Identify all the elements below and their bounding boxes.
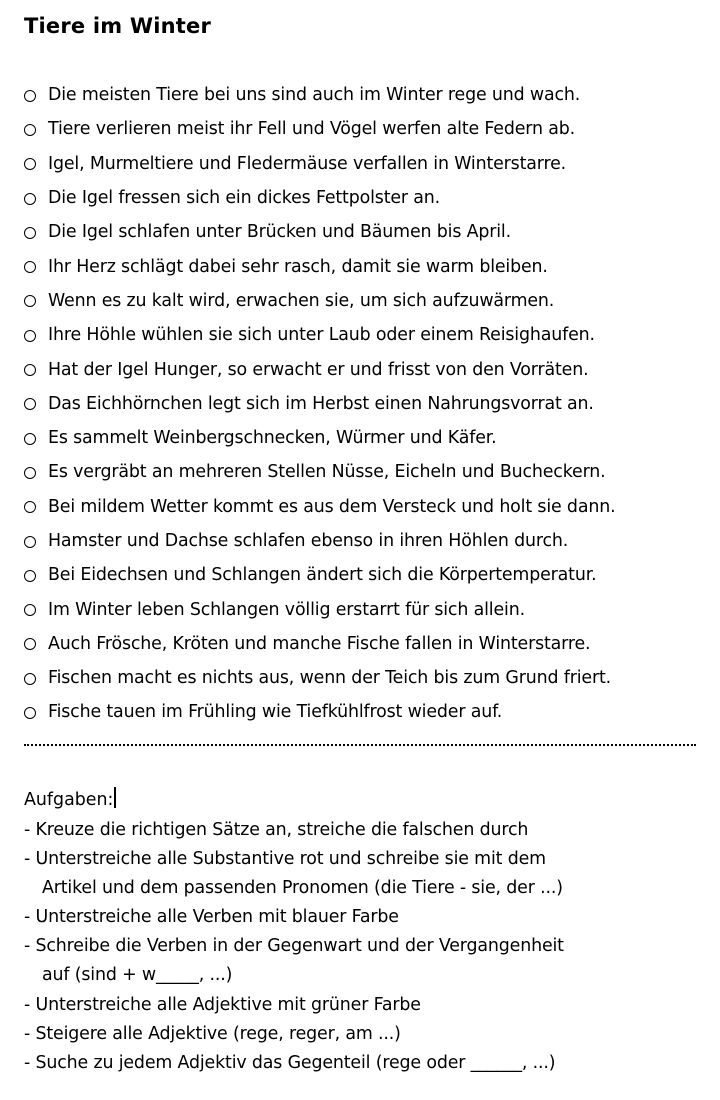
statement-item bbox=[24, 181, 714, 215]
task-line: - Unterstreiche alle Verben mit blauer Farbe bbox=[24, 907, 399, 928]
statement-text: Die Igel fressen sich ein dickes Fettpolster an. bbox=[48, 188, 441, 209]
checkbox-circle-icon[interactable] bbox=[24, 158, 36, 170]
checkbox-circle-icon[interactable] bbox=[24, 227, 36, 239]
statement-text: Ihre Höhle wühlen sie sich unter Laub oder einem Reisighaufen. bbox=[48, 325, 595, 346]
statement-text: Die meisten Tiere bei uns sind auch im Winter rege und wach. bbox=[48, 85, 581, 106]
statement-text: Hat der Igel Hunger, so erwacht er und frisst von den Vorräten. bbox=[48, 359, 589, 380]
checkbox-circle-icon[interactable] bbox=[24, 433, 36, 445]
statement-item bbox=[24, 661, 714, 695]
checkbox-circle-icon[interactable] bbox=[24, 467, 36, 479]
statement-item bbox=[24, 695, 714, 729]
statement-item bbox=[24, 318, 714, 352]
checkbox-circle-icon[interactable] bbox=[24, 707, 36, 719]
checkbox-circle-icon[interactable] bbox=[24, 673, 36, 685]
statement-text: Auch Frösche, Kröten und manche Fische fallen in Winterstarre. bbox=[48, 633, 591, 654]
tasks-heading[interactable] bbox=[24, 787, 116, 810]
statement-text: Tiere verlieren meist ihr Fell und Vögel werfen alte Federn ab. bbox=[48, 119, 576, 140]
dotted-divider bbox=[24, 744, 696, 746]
checkbox-circle-icon[interactable] bbox=[24, 536, 36, 548]
statement-text: Ihr Herz schlägt dabei sehr rasch, damit sie warm bleiben. bbox=[48, 256, 548, 277]
statement-item bbox=[24, 490, 714, 524]
task-line: - Schreibe die Verben in der Gegenwart und der Vergangenheit bbox=[24, 936, 564, 957]
statement-text: Es vergräbt an mehreren Stellen Nüsse, Eicheln und Bucheckern. bbox=[48, 462, 606, 483]
page-title: Tiere im Winter bbox=[24, 14, 212, 38]
statement-item bbox=[24, 524, 714, 558]
task-line-continuation: auf (sind + w_____, ...) bbox=[42, 965, 233, 986]
task-line: - Kreuze die richtigen Sätze an, streiche die falschen durch bbox=[24, 820, 529, 840]
statement-item bbox=[24, 147, 714, 181]
task-line: - Unterstreiche alle Substantive rot und schreibe sie mit dem bbox=[24, 849, 546, 870]
statement-text: Das Eichhörnchen legt sich im Herbst einen Nahrungsvorrat an. bbox=[48, 393, 594, 414]
tasks-heading-text: Aufgaben: bbox=[24, 790, 114, 810]
statement-item bbox=[24, 387, 714, 421]
task-line: - Steigere alle Adjektive (rege, reger, am ...) bbox=[24, 1023, 401, 1044]
checkbox-circle-icon[interactable] bbox=[24, 330, 36, 342]
statement-text: Fischen macht es nichts aus, wenn der Teich bis zum Grund friert. bbox=[48, 668, 612, 689]
statement-item bbox=[24, 352, 714, 386]
statement-item bbox=[24, 112, 714, 146]
checkbox-circle-icon[interactable] bbox=[24, 124, 36, 136]
statement-text: Bei Eidechsen und Schlangen ändert sich die Körpertemperatur. bbox=[48, 565, 597, 586]
statement-text: Es sammelt Weinbergschnecken, Würmer und Käfer. bbox=[48, 428, 497, 449]
checkbox-circle-icon[interactable] bbox=[24, 295, 36, 307]
statement-item bbox=[24, 78, 714, 112]
checkbox-circle-icon[interactable] bbox=[24, 193, 36, 205]
checkbox-circle-icon[interactable] bbox=[24, 570, 36, 582]
statement-text: Igel, Murmeltiere und Fledermäuse verfallen in Winterstarre. bbox=[48, 153, 566, 174]
checkbox-circle-icon[interactable] bbox=[24, 261, 36, 273]
checkbox-circle-icon[interactable] bbox=[24, 638, 36, 650]
statement-text: Wenn es zu kalt wird, erwachen sie, um sich aufzuwärmen. bbox=[48, 290, 555, 311]
checkbox-circle-icon[interactable] bbox=[24, 90, 36, 102]
statement-item bbox=[24, 284, 714, 318]
checkbox-circle-icon[interactable] bbox=[24, 501, 36, 513]
statement-item bbox=[24, 421, 714, 455]
task-line-continuation: Artikel und dem passenden Pronomen (die Tiere - sie, der ...) bbox=[42, 878, 563, 899]
checkbox-circle-icon[interactable] bbox=[24, 364, 36, 376]
statement-item bbox=[24, 215, 714, 249]
statement-text: Bei mildem Wetter kommt es aus dem Versteck und holt sie dann. bbox=[48, 496, 616, 517]
statement-text: Hamster und Dachse schlafen ebenso in ihren Höhlen durch. bbox=[48, 531, 569, 551]
statement-item bbox=[24, 558, 714, 592]
statement-list bbox=[24, 78, 714, 730]
checkbox-circle-icon[interactable] bbox=[24, 604, 36, 616]
statement-item bbox=[24, 455, 714, 489]
statement-text: Im Winter leben Schlangen völlig erstarrt für sich allein. bbox=[48, 599, 525, 620]
checkbox-circle-icon[interactable] bbox=[24, 398, 36, 410]
task-line: - Unterstreiche alle Adjektive mit grüner Farbe bbox=[24, 994, 421, 1015]
text-cursor bbox=[114, 787, 116, 808]
statement-text: Fische tauen im Frühling wie Tiefkühlfrost wieder auf. bbox=[48, 702, 503, 723]
statement-item bbox=[24, 627, 714, 661]
task-list bbox=[24, 816, 714, 1078]
statement-text: Die Igel schlafen unter Brücken und Bäumen bis April. bbox=[48, 222, 511, 243]
statement-item bbox=[24, 249, 714, 283]
task-line: - Suche zu jedem Adjektiv das Gegenteil (rege oder ______, ...) bbox=[24, 1052, 556, 1073]
statement-item bbox=[24, 592, 714, 626]
